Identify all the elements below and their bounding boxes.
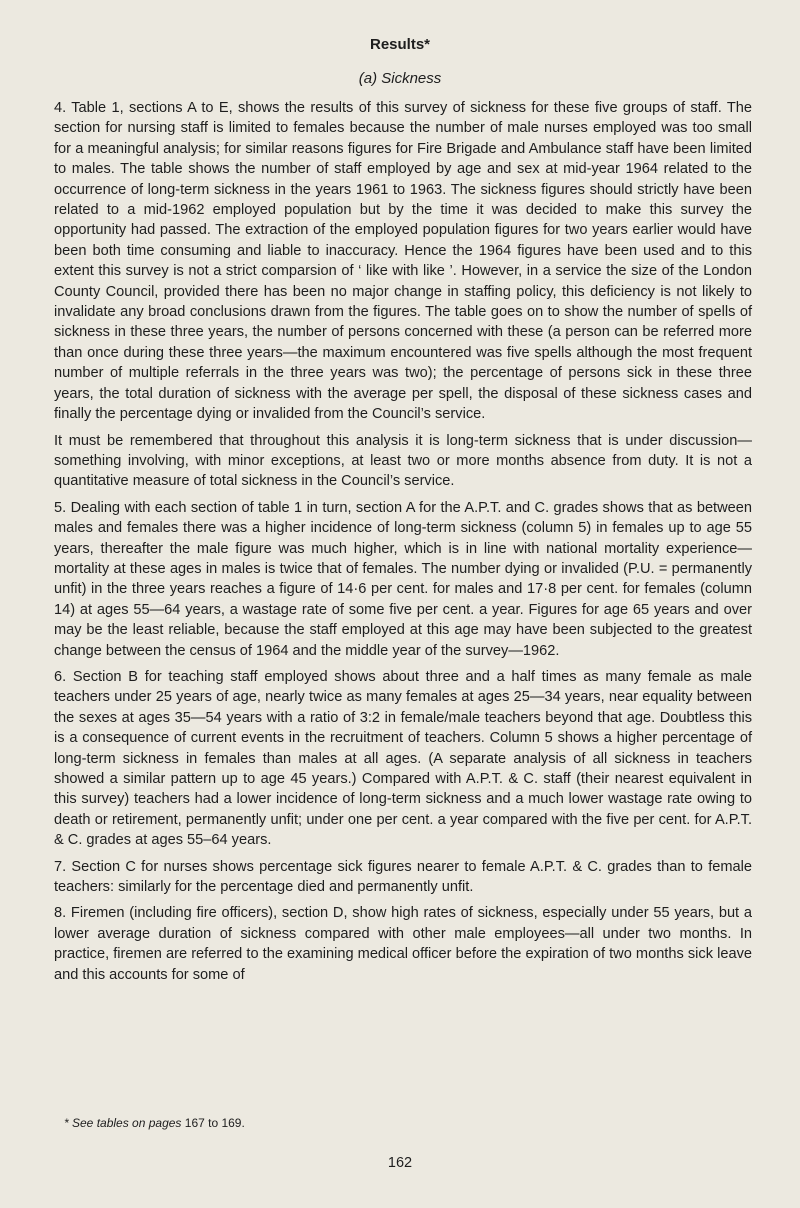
paragraph-4: 4. Table 1, sections A to E, shows the results of this survey of sickness for these five groups of staff. The section for nursing staff is limited to females because the number of male nurses employed was too small for a meaningful analysis; for similar reasons figures for Fire Brigade and Ambulance staff have been limited to males. The table shows the number of staff employed by age and sex at mid-year 1964 related to the occurrence of long-term sickness in the years 1961 to 1963. The sickness figures should strictly have been related to a mid-1962 employed population but by the time it was decided to make this survey the opportunity had passed. The extraction of the employed population figures for two years earlier would have been both time consuming and liable to inaccuracy. Hence the 1964 figures have been used and to this extent this survey is not a strict comparsion of ‘ like with like ’. However, in a service the size of the London County Council, provided there has been no major change in staffing policy, this deficiency is not likely to invalidate any broad conclusions drawn from the figures. The table goes on to show the number of spells of sickness in these three years, the number of persons concerned with these (a person can be referred more than once during these three years—the maximum encountered was five spells although the most frequent number of multiple referrals in the three years was two); the percentage of persons sick in these three years, the total duration of sickness with the average per spell, the disposal of these sickness cases and finally the percentage dying or invalided from the Council’s service. (54, 100, 752, 423)
footnote (64, 1116, 245, 1130)
footnote-page-range: 167 to 169. (184, 1116, 245, 1130)
paragraph-continuation: It must be remembered that throughout this analysis it is long-term sickness that is under discussion—something involving, with minor exceptions, at least two or more months absence from duty. It is not a quantitative measure of total sickness in the Council’s service. (54, 432, 752, 490)
page-number: 162 (387, 1155, 413, 1171)
paragraph-8: 8. Firemen (including fire officers), section D, show high rates of sickness, especially under 55 years, but a lower average duration of sickness compared with other male employees—all under two months. In practice, firemen are referred to the examining medical officer before the expiration of two months sick leave and this accounts for some of (54, 905, 752, 983)
paragraph-5: 5. Dealing with each section of table 1 in turn, section A for the A.P.T. and C. grades shows that as between males and females there was a higher incidence of long-term sickness (column 5) in females up to age 55 years, thereafter the male figure was much higher, which is in line with national mortality experience—mortality at these ages in males is twice that of females. The number dying or invalided (P.U. = permanently unfit) in the three years reaches a figure of 14·6 per cent. for males and 17·8 per cent. for females (column 14) at ages 55—64 years, a wastage rate of some five per cent. a year. Figures for age 65 years and over may be the least reliable, because the staff employed at this age may have been subjected to the greatest change between the census of 1964 and the middle year of the survey—1962. (54, 499, 752, 659)
subsection-heading: (a) Sickness (358, 70, 442, 87)
paragraph-7: 7. Section C for nurses shows percentage sick figures nearer to female A.P.T. & C. grades than to female teachers: similarly for the percentage died and permanently unfit. (54, 858, 752, 896)
footnote-text: * See tables on pages (64, 1116, 182, 1130)
section-heading: Results* (369, 36, 431, 53)
body-text (54, 98, 752, 991)
paragraph-6: 6. Section B for teaching staff employed shows about three and a half times as many female as male teachers under 25 years of age, nearly twice as many females at ages 25—34 years, near equality between the sexes at ages 35—54 years with a ratio of 3:2 in female/male teachers beyond that age. Doubtless this is a consequence of current events in the recruitment of teachers. Column 5 shows a higher percentage of long-term sickness in females than males at all ages. (A separate analysis of all sickness in teachers showed a similar pattern up to age 45 years.) Compared with A.P.T. & C. staff (their nearest equivalent in this survey) teachers had a lower incidence of long-term sickness and a much lower wastage rate owing to death or retirement, permanently unfit; under one per cent. a year compared with the five per cent. for A.P.T. & C. grades at ages 55–64 years. (54, 668, 752, 849)
